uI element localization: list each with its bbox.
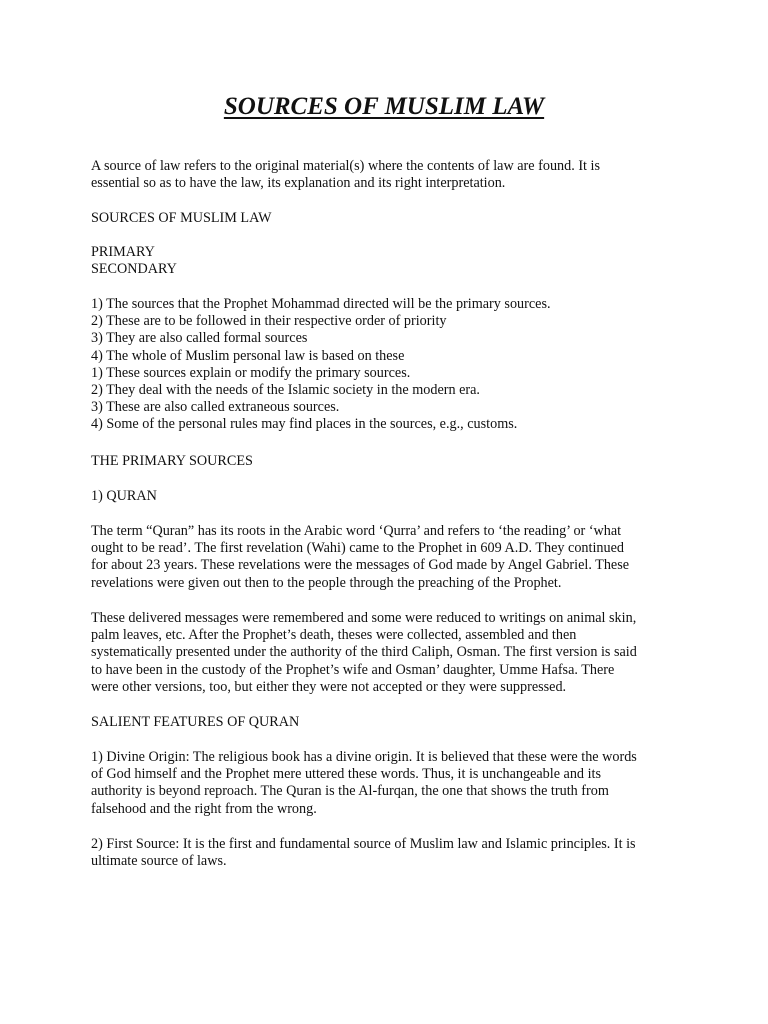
primary-sources-heading: THE PRIMARY SOURCES [91, 453, 253, 469]
paragraph-line: revelations were given out then to the people through the preaching of the Prophet. [91, 574, 562, 591]
source-type-secondary: SECONDARY [91, 261, 177, 278]
intro-paragraph [91, 158, 691, 192]
paragraph-line: were other versions, too, but either they were not accepted or they were suppressed. [91, 678, 567, 695]
list-item: 2) They deal with the needs of the Islamic society in the modern era. [91, 381, 480, 398]
quran-paragraph-1 [91, 523, 691, 592]
intro-line: A source of law refers to the original material(s) where the contents of law are found. It is [91, 158, 600, 174]
list-item: 4) Some of the personal rules may find places in the sources, e.g., customs. [91, 416, 518, 433]
list-item: 2) These are to be followed in their respective order of priority [91, 313, 447, 330]
paragraph-line: 2) First Source: It is the first and fundamental source of Muslim law and Islamic principles. It is [91, 836, 636, 852]
primary-sources-heading-block [91, 453, 691, 470]
source-points-list [91, 296, 691, 434]
intro-line: essential so as to have the law, its explanation and its right interpretation. [91, 175, 506, 192]
source-types-list [91, 244, 691, 278]
sources-heading: SOURCES OF MUSLIM LAW [91, 210, 272, 226]
source-type-primary: PRIMARY [91, 244, 155, 260]
paragraph-line: These delivered messages were remembered and some were reduced to writings on animal skin, [91, 610, 637, 626]
list-item: 4) The whole of Muslim personal law is based on these [91, 347, 405, 364]
feature-first-source [91, 836, 691, 870]
paragraph-line: ought to be read’. The first revelation (Wahi) came to the Prophet in 609 A.D. They continued [91, 540, 624, 557]
paragraph-line: of God himself and the Prophet mere uttered these words. Thus, it is unchangeable and its [91, 766, 601, 783]
paragraph-line: authority is beyond reproach. The Quran is the Al-furqan, the one that shows the truth from [91, 783, 609, 800]
paragraph-line: palm leaves, etc. After the Prophet’s death, theses were collected, assembled and then [91, 627, 577, 644]
list-item: 1) The sources that the Prophet Mohammad directed will be the primary sources. [91, 296, 551, 312]
paragraph-line: ultimate source of laws. [91, 853, 227, 870]
feature-divine-origin [91, 749, 691, 818]
paragraph-line: to have been in the custody of the Prophet’s wife and Osman’ daughter, Umme Hafsa. There [91, 661, 615, 678]
paragraph-line: systematically presented under the authority of the third Caliph, Osman. The first version is said [91, 644, 637, 661]
features-heading: SALIENT FEATURES OF QURAN [91, 714, 300, 730]
sources-heading-block [91, 210, 691, 227]
quran-paragraph-2 [91, 610, 691, 696]
quran-heading-block [91, 488, 691, 505]
paragraph-line: The term “Quran” has its roots in the Arabic word ‘Qurra’ and refers to ‘the reading’ or ‘what [91, 523, 622, 539]
features-heading-block [91, 714, 691, 731]
document-title: SOURCES OF MUSLIM LAW [223, 93, 545, 120]
paragraph-line: for about 23 years. These revelations were the messages of God made by Angel Gabriel. These [91, 557, 630, 574]
quran-heading: 1) QURAN [91, 488, 157, 504]
list-item: 3) They are also called formal sources [91, 330, 308, 347]
paragraph-line: 1) Divine Origin: The religious book has a divine origin. It is believed that these were the words [91, 749, 637, 765]
list-item: 3) These are also called extraneous sources. [91, 399, 340, 416]
paragraph-line: falsehood and the right from the wrong. [91, 800, 317, 817]
list-item: 1) These sources explain or modify the primary sources. [91, 364, 411, 381]
